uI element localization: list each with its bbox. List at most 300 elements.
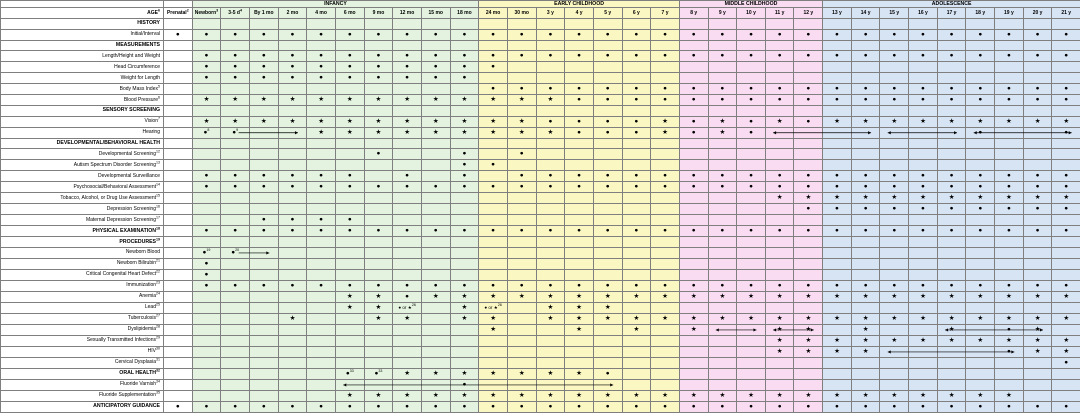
- schedule-cell: [651, 51, 680, 62]
- schedule-cell: [737, 182, 766, 193]
- star-icon: ★: [432, 117, 439, 125]
- schedule-cell: [507, 116, 536, 127]
- dot-icon: ●: [376, 227, 381, 235]
- dot-icon: ●: [921, 85, 925, 93]
- schedule-cell: [307, 401, 336, 412]
- schedule-cell: [851, 346, 880, 357]
- dot-icon: ●: [1064, 128, 1069, 136]
- dot-icon: ●: [1035, 205, 1040, 213]
- dot-icon: ●: [720, 172, 725, 180]
- dot-icon: ●: [491, 30, 496, 38]
- schedule-cell: [1023, 280, 1052, 291]
- dot-icon: ●: [1006, 227, 1011, 235]
- schedule-cell: [966, 346, 995, 357]
- dot-icon: ●: [777, 227, 782, 235]
- schedule-cell: [192, 51, 221, 62]
- schedule-cell: [249, 51, 278, 62]
- schedule-cell: [880, 127, 909, 138]
- dot-icon: ●: [433, 281, 438, 289]
- schedule-cell: [393, 127, 422, 138]
- schedule-cell: [593, 116, 622, 127]
- age-label: 14 y: [860, 9, 871, 16]
- dot-icon: ●: [806, 172, 811, 180]
- schedule-cell: [737, 138, 766, 149]
- dot-icon: ●: [204, 183, 209, 191]
- star-icon: ★: [432, 292, 439, 300]
- star-icon: ★: [690, 325, 697, 333]
- schedule-cell: [479, 106, 508, 117]
- schedule-cell: [995, 258, 1024, 269]
- schedule-cell: [307, 237, 336, 248]
- star-icon: ★: [891, 117, 898, 125]
- schedule-cell: [966, 62, 995, 73]
- age-header-label: AGE: [147, 9, 158, 16]
- schedule-cell: [966, 18, 995, 29]
- schedule-cell: [651, 280, 680, 291]
- star-icon: ★: [232, 117, 238, 125]
- schedule-cell: [651, 313, 680, 324]
- schedule-cell: [937, 106, 966, 117]
- schedule-cell: [851, 29, 880, 40]
- schedule-cell: [565, 160, 594, 171]
- age-label: 20 y: [1032, 9, 1043, 16]
- schedule-cell: [364, 84, 393, 95]
- age-column-header: [995, 8, 1024, 19]
- dot-icon: ●: [462, 281, 467, 289]
- age-header-footnote: 6: [158, 8, 160, 13]
- schedule-cell: [823, 247, 852, 258]
- schedule-cell: [937, 127, 966, 138]
- schedule-cell: [937, 368, 966, 379]
- star-icon: ★: [576, 292, 582, 300]
- schedule-cell: [335, 106, 364, 117]
- schedule-cell: [278, 280, 307, 291]
- schedule-cell: [536, 95, 565, 106]
- schedule-cell: [651, 182, 680, 193]
- star-icon: ★: [260, 117, 267, 125]
- dot-icon: ●: [691, 227, 696, 235]
- schedule-cell: [622, 269, 651, 280]
- dot-icon: ●: [892, 281, 897, 289]
- dot-icon: ●: [949, 402, 954, 410]
- row-footnote: 27: [156, 313, 160, 318]
- schedule-cell: [823, 215, 852, 226]
- star-icon: ★: [461, 292, 468, 300]
- schedule-cell: [1023, 401, 1052, 412]
- row-footnote: 17: [156, 215, 160, 220]
- dot-icon: ●: [233, 402, 238, 410]
- schedule-cell: [1023, 390, 1052, 401]
- schedule-cell: [536, 324, 565, 335]
- dot-icon: ●: [806, 281, 811, 289]
- schedule-cell: [421, 269, 450, 280]
- schedule-cell: [937, 269, 966, 280]
- dot-icon: ●: [491, 183, 496, 191]
- dot-icon: ●: [605, 52, 610, 60]
- dot-icon: ●: [233, 172, 238, 180]
- schedule-row: [1, 62, 1080, 73]
- schedule-cell: [450, 269, 479, 280]
- dot-icon: ●: [290, 281, 295, 289]
- dot-icon: ●: [863, 96, 868, 104]
- schedule-cell: [1023, 73, 1052, 84]
- schedule-cell: [679, 215, 708, 226]
- dot-icon: ●: [806, 205, 811, 213]
- schedule-cell: [335, 116, 364, 127]
- schedule-cell: [335, 149, 364, 160]
- schedule-cell: [593, 182, 622, 193]
- schedule-cell: [1023, 226, 1052, 237]
- schedule-cell: [966, 29, 995, 40]
- schedule-cell: [479, 182, 508, 193]
- schedule-cell: [421, 357, 450, 368]
- schedule-cell: [765, 18, 794, 29]
- schedule-cell: [536, 291, 565, 302]
- schedule-cell: [794, 29, 823, 40]
- star-icon: ★: [719, 292, 726, 300]
- row-footnote: 34: [156, 379, 160, 384]
- star-icon: ★: [748, 391, 754, 399]
- schedule-cell: [995, 237, 1024, 248]
- schedule-cell: [708, 95, 737, 106]
- schedule-cell: [393, 62, 422, 73]
- schedule-cell: [192, 138, 221, 149]
- star-icon: ★: [690, 292, 697, 300]
- schedule-cell: [593, 368, 622, 379]
- dot-icon: ●: [204, 227, 209, 235]
- schedule-cell: [307, 138, 336, 149]
- star-icon: ★: [748, 292, 754, 300]
- age-label: 9 mo: [372, 9, 385, 16]
- schedule-cell: [909, 116, 938, 127]
- row-label-text: Tobacco, Alcohol, or Drug Use Assessment: [60, 194, 156, 201]
- dot-icon: ●: [949, 281, 954, 289]
- dot-icon: ●: [233, 30, 238, 38]
- star-icon: ★: [633, 391, 640, 399]
- schedule-cell: [794, 335, 823, 346]
- dot-icon: ●: [261, 227, 266, 235]
- star-icon: ★: [604, 314, 611, 322]
- schedule-cell: [737, 62, 766, 73]
- schedule-cell: [593, 171, 622, 182]
- schedule-cell: [765, 258, 794, 269]
- schedule-cell: [450, 29, 479, 40]
- dot-icon: ●: [749, 402, 753, 410]
- dot-icon: ●: [634, 85, 639, 93]
- star-icon: ★: [547, 128, 554, 136]
- dot-icon: ●: [863, 85, 868, 93]
- row-label: [1, 291, 164, 302]
- star-icon: ★: [1063, 336, 1070, 344]
- schedule-cell: [164, 280, 193, 291]
- schedule-cell: [823, 280, 852, 291]
- schedule-cell: [164, 160, 193, 171]
- schedule-cell: [708, 160, 737, 171]
- schedule-cell: [966, 95, 995, 106]
- schedule-cell: [593, 226, 622, 237]
- schedule-cell: [1023, 237, 1052, 248]
- schedule-cell: [164, 73, 193, 84]
- schedule-cell: [737, 204, 766, 215]
- schedule-cell: [221, 379, 250, 390]
- dot-icon: ●: [921, 205, 925, 213]
- schedule-cell: [1023, 291, 1052, 302]
- schedule-cell: [307, 226, 336, 237]
- star-icon: ★: [1034, 194, 1041, 202]
- dot-icon: ●: [605, 183, 610, 191]
- schedule-cell: [278, 193, 307, 204]
- row-label: [1, 51, 164, 62]
- age-header: [1, 8, 164, 19]
- schedule-cell: [593, 18, 622, 29]
- schedule-cell: [966, 390, 995, 401]
- schedule-cell: [364, 390, 393, 401]
- star-icon: ★: [662, 391, 668, 399]
- schedule-cell: [622, 62, 651, 73]
- schedule-cell: [221, 171, 250, 182]
- schedule-cell: [937, 390, 966, 401]
- dot-icon: ●: [1006, 325, 1011, 333]
- schedule-cell: [507, 73, 536, 84]
- schedule-cell: [421, 215, 450, 226]
- age-label: 16 y: [918, 9, 928, 16]
- schedule-cell: [393, 226, 422, 237]
- schedule-cell: [593, 269, 622, 280]
- dot-icon: ●: [892, 172, 897, 180]
- row-label: [1, 269, 164, 280]
- dot-icon: ●: [319, 216, 324, 224]
- schedule-cell: [192, 116, 221, 127]
- schedule-cell: [536, 73, 565, 84]
- schedule-cell: [249, 138, 278, 149]
- schedule-cell: [995, 379, 1024, 390]
- schedule-cell: [335, 215, 364, 226]
- dot-icon: ●: [462, 380, 467, 388]
- schedule-cell: [651, 247, 680, 258]
- schedule-cell: [995, 226, 1024, 237]
- schedule-row: [1, 215, 1080, 226]
- schedule-cell: [737, 160, 766, 171]
- row-label-text: HISTORY: [137, 20, 160, 27]
- dot-icon: ●: [634, 281, 639, 289]
- dot-icon: ●: [519, 227, 524, 235]
- dot-icon: ●: [749, 117, 753, 125]
- star-icon: ★: [834, 292, 840, 300]
- dot-icon: ●: [663, 183, 667, 191]
- dot-icon: ●: [519, 183, 524, 191]
- row-label-text: Immunization: [126, 282, 156, 289]
- schedule-cell: [651, 40, 680, 51]
- schedule-cell: [278, 357, 307, 368]
- schedule-cell: [708, 138, 737, 149]
- schedule-cell: [622, 160, 651, 171]
- star-icon: ★: [948, 314, 955, 322]
- schedule-cell: [536, 138, 565, 149]
- schedule-cell: [937, 193, 966, 204]
- schedule-cell: [651, 401, 680, 412]
- schedule-cell: [851, 269, 880, 280]
- schedule-cell: [622, 324, 651, 335]
- schedule-cell: [909, 302, 938, 313]
- schedule-cell: [909, 357, 938, 368]
- row-label: [1, 280, 164, 291]
- dot-icon: ●: [1006, 52, 1011, 60]
- star-icon: ★: [490, 117, 496, 125]
- schedule-cell: [164, 269, 193, 280]
- dot-icon: ●: [491, 85, 496, 93]
- schedule-cell: [307, 204, 336, 215]
- schedule-cell: [995, 95, 1024, 106]
- dot-icon: ●: [548, 30, 553, 38]
- star-icon: ★: [375, 128, 382, 136]
- schedule-cell: [164, 204, 193, 215]
- schedule-cell: [765, 106, 794, 117]
- schedule-cell: [278, 226, 307, 237]
- schedule-cell: [249, 291, 278, 302]
- dot-icon: ●: [1064, 281, 1069, 289]
- schedule-cell: [622, 368, 651, 379]
- schedule-row: [1, 401, 1080, 412]
- schedule-cell: [221, 18, 250, 29]
- schedule-cell: [164, 149, 193, 160]
- star-icon: ★: [977, 292, 984, 300]
- dot-icon: ●: [261, 74, 266, 82]
- schedule-cell: [364, 215, 393, 226]
- schedule-cell: [765, 368, 794, 379]
- schedule-cell: [278, 269, 307, 280]
- schedule-cell: [421, 390, 450, 401]
- dot-icon: ●: [949, 183, 954, 191]
- schedule-row: [1, 193, 1080, 204]
- age-footnote: 4: [239, 8, 242, 13]
- schedule-cell: [164, 116, 193, 127]
- row-label: [1, 171, 164, 182]
- schedule-cell: [278, 258, 307, 269]
- schedule-cell: [1023, 127, 1052, 138]
- schedule-cell: [765, 302, 794, 313]
- schedule-cell: [192, 40, 221, 51]
- dot-icon: ●: [921, 30, 925, 38]
- schedule-cell: [794, 291, 823, 302]
- schedule-cell: [1052, 182, 1080, 193]
- schedule-cell: [249, 258, 278, 269]
- schedule-cell: [1052, 368, 1080, 379]
- schedule-cell: [192, 149, 221, 160]
- dot-icon: ●: [835, 30, 839, 38]
- star-icon: ★: [346, 117, 353, 125]
- schedule-cell: [249, 149, 278, 160]
- schedule-cell: [249, 324, 278, 335]
- dot-icon: ●: [204, 172, 209, 180]
- star-icon: ★: [404, 314, 410, 322]
- schedule-cell: [966, 160, 995, 171]
- age-label: 3-5 d: [228, 9, 240, 16]
- row-label: [1, 357, 164, 368]
- schedule-cell: [593, 29, 622, 40]
- star-icon: ★: [318, 96, 324, 104]
- dot-icon: ●: [1035, 183, 1040, 191]
- dot-icon: ●: [749, 30, 753, 38]
- schedule-cell: [593, 280, 622, 291]
- schedule-cell: [679, 62, 708, 73]
- schedule-cell: [393, 379, 422, 390]
- schedule-cell: [335, 401, 364, 412]
- row-label-text: Cervical Dysplasia: [114, 359, 156, 366]
- schedule-cell: [536, 62, 565, 73]
- schedule-cell: [823, 237, 852, 248]
- star-icon: ★: [776, 292, 783, 300]
- schedule-cell: [307, 149, 336, 160]
- schedule-cell: [450, 357, 479, 368]
- dot-icon: ●: [921, 281, 925, 289]
- schedule-cell: [164, 171, 193, 182]
- schedule-cell: [393, 171, 422, 182]
- schedule-cell: [593, 390, 622, 401]
- schedule-cell: [450, 401, 479, 412]
- schedule-cell: [966, 40, 995, 51]
- schedule-cell: [421, 149, 450, 160]
- star-icon: ★: [977, 391, 984, 399]
- schedule-cell: [708, 379, 737, 390]
- star-icon: ★: [518, 292, 525, 300]
- dot-icon: ●: [577, 183, 581, 191]
- schedule-cell: [565, 302, 594, 313]
- star-icon: ★: [375, 292, 382, 300]
- schedule-row: [1, 302, 1080, 313]
- schedule-cell: [880, 237, 909, 248]
- dot-icon: ●: [892, 96, 897, 104]
- schedule-cell: [1023, 95, 1052, 106]
- schedule-cell: [794, 390, 823, 401]
- row-label: [1, 193, 164, 204]
- schedule-cell: [679, 280, 708, 291]
- schedule-cell: [937, 401, 966, 412]
- schedule-cell: [765, 160, 794, 171]
- age-column-header: [364, 8, 393, 19]
- schedule-cell: [278, 127, 307, 138]
- schedule-cell: [278, 215, 307, 226]
- schedule-cell: [393, 302, 422, 313]
- star-icon: ★: [1034, 292, 1041, 300]
- schedule-cell: [192, 18, 221, 29]
- star-icon: ★: [776, 194, 783, 202]
- schedule-cell: [364, 368, 393, 379]
- schedule-cell: [708, 40, 737, 51]
- star-icon: ★: [891, 391, 898, 399]
- row-label-text: Sexually Transmitted Infections: [86, 337, 156, 344]
- schedule-cell: [507, 324, 536, 335]
- schedule-cell: [966, 368, 995, 379]
- dot-icon: ●: [519, 172, 524, 180]
- schedule-cell: [479, 357, 508, 368]
- star-icon: ★: [404, 128, 410, 136]
- star-icon: ★: [948, 325, 955, 333]
- age-label: 10 y: [746, 9, 756, 16]
- schedule-cell: [966, 258, 995, 269]
- schedule-cell: [307, 258, 336, 269]
- schedule-cell: [307, 379, 336, 390]
- dot-icon: ●: [892, 52, 897, 60]
- dot-icon: ●: [691, 85, 696, 93]
- schedule-cell: [708, 62, 737, 73]
- schedule-cell: [335, 127, 364, 138]
- schedule-cell: [622, 280, 651, 291]
- dot-icon: ●: [433, 30, 438, 38]
- schedule-cell: [192, 182, 221, 193]
- schedule-cell: [1052, 73, 1080, 84]
- schedule-cell: [737, 226, 766, 237]
- row-footnote: 29: [156, 335, 160, 340]
